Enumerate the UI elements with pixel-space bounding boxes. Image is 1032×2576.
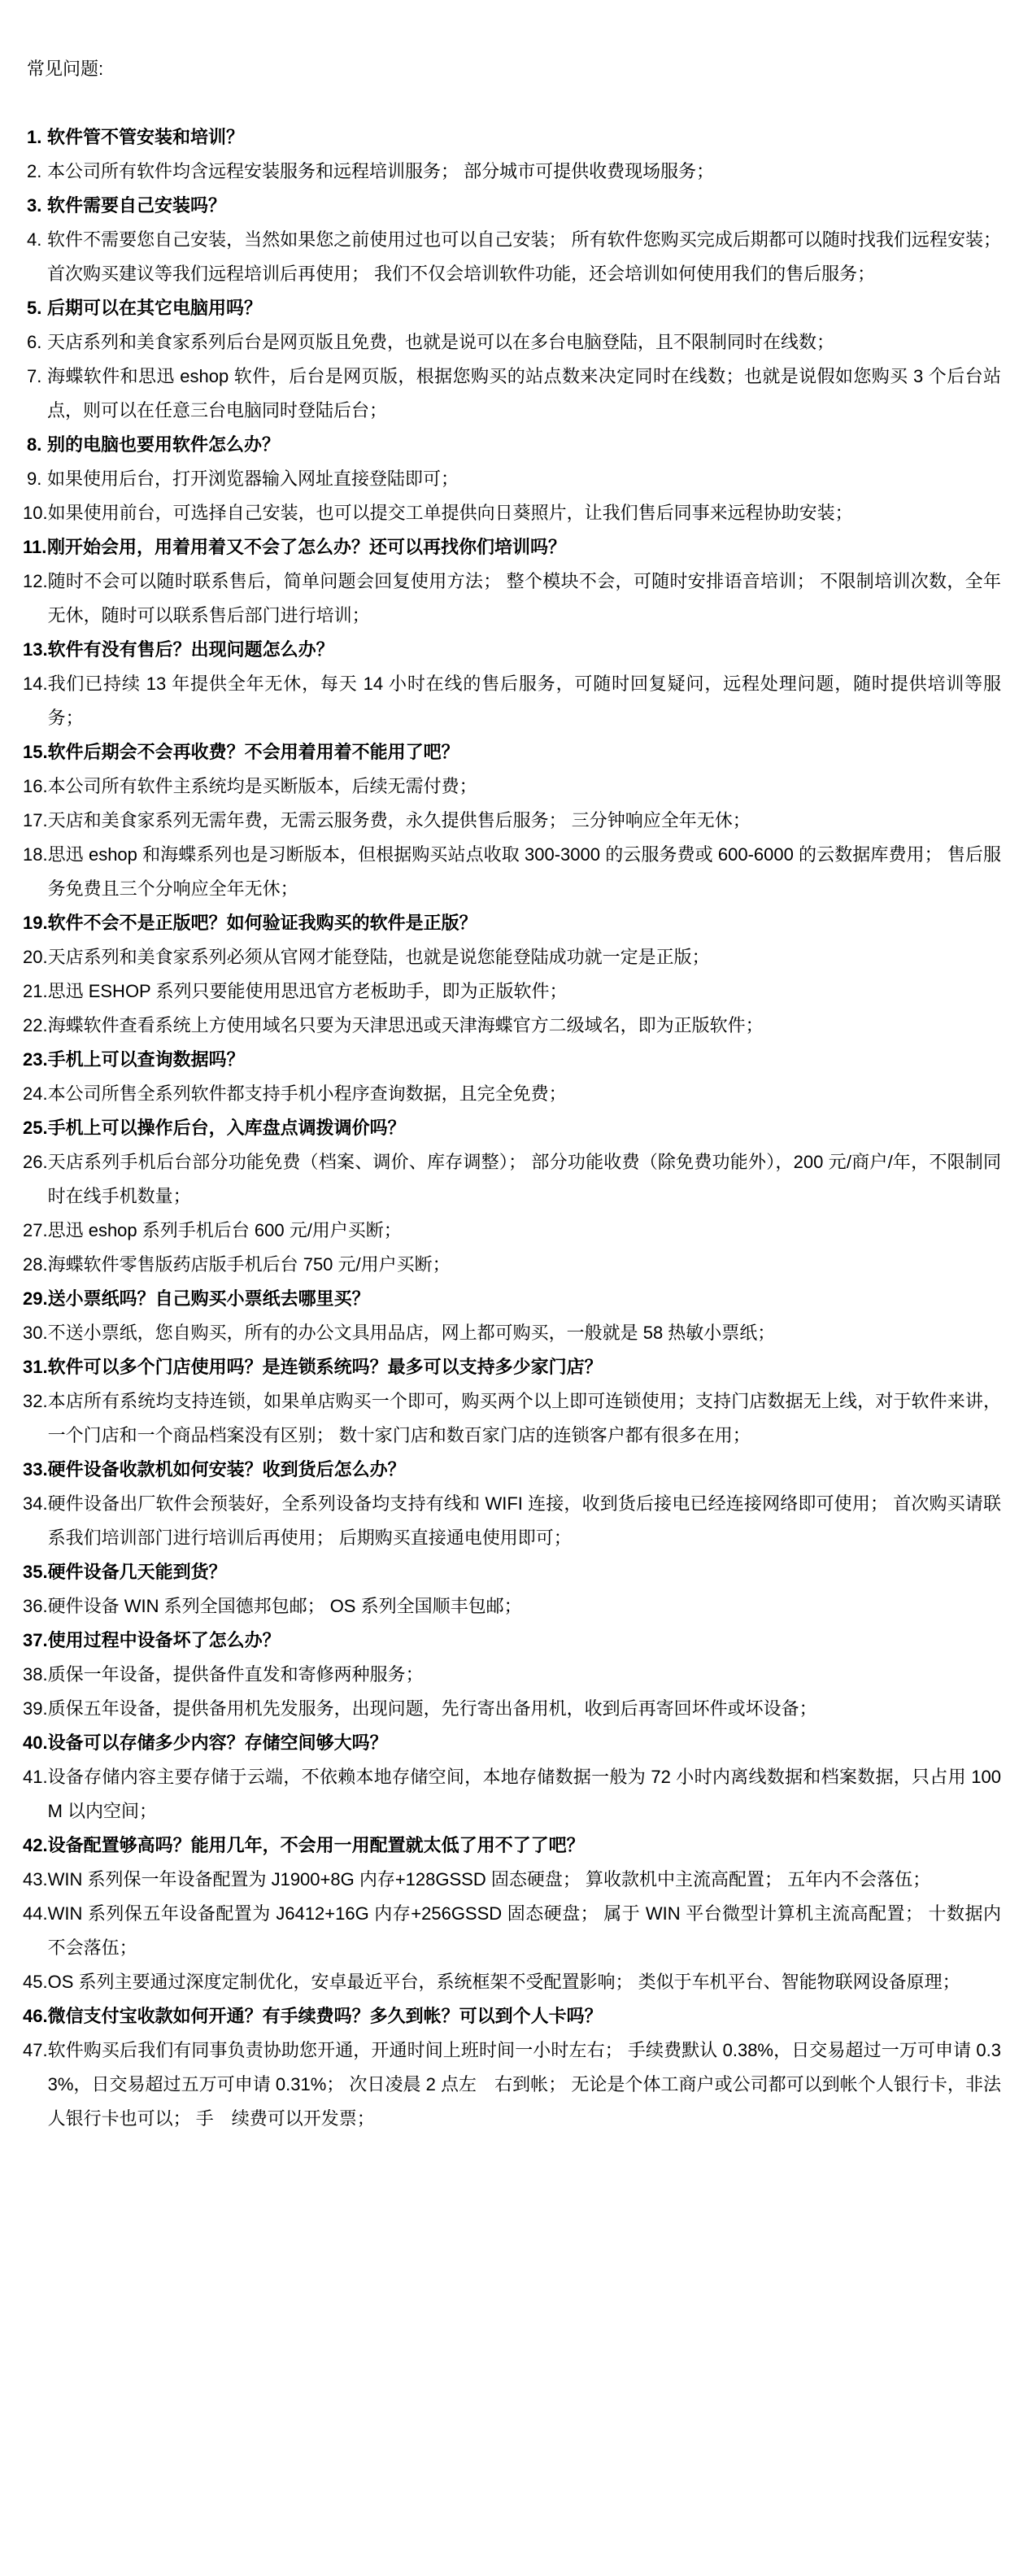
faq-item bbox=[23, 667, 1001, 735]
item-text: 软件需要自己安装吗？ bbox=[47, 195, 227, 216]
item-number: 11. bbox=[23, 537, 47, 557]
item-number: 17. bbox=[23, 810, 48, 830]
item-number: 22. bbox=[23, 1015, 48, 1035]
item-number: 33. bbox=[23, 1459, 48, 1480]
item-number: 34. bbox=[23, 1493, 48, 1514]
item-text: OS 系列主要通过深度定制优化，安卓最近平台，系统框架不受配置影响； 类似于车机平台、智能物联网设备原理； bbox=[47, 1972, 960, 1992]
item-number: 13. bbox=[23, 639, 48, 660]
item-text: 软件可以多个门店使用吗？是连锁系统吗？最多可以支持多少家门店？ bbox=[47, 1357, 603, 1377]
faq-item bbox=[23, 1316, 1001, 1350]
faq-item bbox=[23, 838, 1001, 906]
faq-item bbox=[23, 1111, 1001, 1145]
item-text: WIN 系列保五年设备配置为 J6412+16G 内存+256GSSD 固态硬盘； 属于 WIN 平台微型计算机主流高配置； 十数据内不会落伍； bbox=[47, 1903, 1001, 1958]
faq-item bbox=[23, 1624, 1001, 1658]
page-title: 常见问题: bbox=[27, 59, 104, 79]
item-number: 31. bbox=[23, 1357, 48, 1377]
item-number: 5. bbox=[27, 298, 42, 318]
item-text: 软件不会不是正版吧？如何验证我购买的软件是正版？ bbox=[47, 913, 477, 933]
item-number: 10. bbox=[23, 503, 48, 523]
faq-item bbox=[23, 906, 1001, 940]
item-text: 随时不会可以随时联系售后，简单问题会回复使用方法； 整个模块不会，可随时安排语音培训； 不限制培训次数，全年无休，随时可以联系售后部门进行培训； bbox=[47, 571, 1001, 625]
item-number: 16. bbox=[23, 776, 48, 796]
faq-item bbox=[23, 804, 1001, 838]
item-text: 天店和美食家系列无需年费，无需云服务费，永久提供售后服务； 三分钟响应全年无休； bbox=[47, 810, 751, 830]
item-text: 思迅 eshop 系列手机后台 600 元/用户买断； bbox=[47, 1220, 402, 1240]
faq-item bbox=[23, 1897, 1001, 1965]
item-number: 2. bbox=[27, 161, 42, 181]
item-number: 4. bbox=[27, 229, 42, 250]
item-text: 质保五年设备，提供备用机先发服务，出现问题，先行寄出备用机，收到后再寄回坏件或坏设备； bbox=[47, 1698, 817, 1719]
item-number: 8. bbox=[27, 434, 42, 455]
item-text: 不送小票纸，您自购买，所有的办公文具用品店，网上都可购买，一般就是 58 热敏小票纸； bbox=[47, 1323, 776, 1343]
item-text: 思迅 eshop 和海蝶系列也是习断版本，但根据购买站点收取 300-3000 的云服务费或 600-6000 的云数据库费用； 售后服务免费且三个分响应全年无休； bbox=[47, 844, 1001, 899]
item-text: 设备存储内容主要存储于云端，不依赖本地存储空间，本地存储数据一般为 72 小时内离线数据和档案数据，只占用 100M 以内空间； bbox=[47, 1767, 1001, 1821]
item-number: 36. bbox=[23, 1596, 48, 1616]
item-number: 25. bbox=[23, 1118, 48, 1138]
item-text: 送小票纸吗？自己购买小票纸去哪里买？ bbox=[47, 1288, 370, 1309]
item-text: 软件购买后我们有同事负责协助您开通，开通时间上班时间一小时左右； 手续费默认 0.38%，日交易超过一万可申请 0.33%，日交易超过五万可申请 0.31%； 次日凌晨 2 点左 右到帐； 无论是个体工商户或公司都可以到帐个人银行卡，非法人银行卡也可以； 手 续费可以开发票； bbox=[47, 2040, 1001, 2129]
item-number: 18. bbox=[23, 844, 48, 865]
item-text: 本公司所有软件主系统均是买断版本，后续无需付费； bbox=[47, 776, 477, 796]
faq-item bbox=[23, 462, 1001, 496]
faq-item bbox=[23, 1453, 1001, 1487]
item-number: 46. bbox=[23, 2006, 48, 2026]
item-text: 软件后期会不会再收费？不会用着用着不能用了吧？ bbox=[47, 742, 459, 762]
item-number: 7. bbox=[27, 366, 42, 386]
item-number: 47. bbox=[23, 2040, 48, 2060]
faq-item bbox=[23, 735, 1001, 769]
faq-item bbox=[23, 496, 1001, 530]
item-text: 本公司所售全系列软件都支持手机小程序查询数据，且完全免费； bbox=[47, 1083, 567, 1104]
faq-item bbox=[23, 1760, 1001, 1828]
faq-item bbox=[23, 1658, 1001, 1692]
item-number: 21. bbox=[23, 981, 48, 1001]
item-text: 设备配置够高吗？能用几年，不会用一用配置就太低了用不了了吧？ bbox=[47, 1835, 585, 1855]
faq-item bbox=[23, 1350, 1001, 1384]
item-number: 26. bbox=[23, 1152, 48, 1172]
faq-item bbox=[23, 291, 1001, 325]
faq-item bbox=[23, 1863, 1001, 1897]
faq-item bbox=[23, 120, 1001, 155]
item-number: 41. bbox=[23, 1767, 48, 1787]
faq-item bbox=[23, 1726, 1001, 1760]
item-text: 本公司所有软件均含远程安装服务和远程培训服务； 部分城市可提供收费现场服务； bbox=[47, 161, 715, 181]
item-text: 海蝶软件查看系统上方使用域名只要为天津思迅或天津海蝶官方二级域名，即为正版软件； bbox=[47, 1015, 764, 1035]
item-number: 1. bbox=[27, 127, 42, 147]
item-number: 28. bbox=[23, 1254, 48, 1275]
item-text: 微信支付宝收款如何开通？有手续费吗？多久到帐？可以到个人卡吗？ bbox=[47, 2006, 603, 2026]
item-text: 质保一年设备，提供备件直发和寄修两种服务； bbox=[47, 1664, 424, 1685]
item-text: 硬件设备 WIN 系列全国德邦包邮； OS 系列全国顺丰包邮； bbox=[47, 1596, 522, 1616]
item-text: 手机上可以查询数据吗？ bbox=[47, 1049, 245, 1070]
faq-item bbox=[23, 155, 1001, 189]
item-text: 设备可以存储多少内容？存储空间够大吗？ bbox=[47, 1733, 388, 1753]
item-number: 9. bbox=[27, 469, 42, 489]
faq-item bbox=[23, 223, 1001, 291]
item-text: 如果使用后台，打开浏览器输入网址直接登陆即可； bbox=[47, 469, 459, 489]
item-number: 12. bbox=[23, 571, 48, 591]
faq-item bbox=[23, 1692, 1001, 1726]
faq-item bbox=[23, 325, 1001, 360]
item-number: 42. bbox=[23, 1835, 48, 1855]
faq-item bbox=[23, 1145, 1001, 1214]
faq-item bbox=[23, 1043, 1001, 1077]
faq-item bbox=[23, 1589, 1001, 1624]
faq-item bbox=[23, 1384, 1001, 1453]
item-text: 软件管不管安装和培训？ bbox=[47, 127, 245, 147]
faq-item bbox=[23, 360, 1001, 428]
item-text: WIN 系列保一年设备配置为 J1900+8G 内存+128GSSD 固态硬盘； 算收款机中主流高配置； 五年内不会落伍； bbox=[47, 1869, 931, 1890]
faq-item bbox=[23, 564, 1001, 633]
item-number: 35. bbox=[23, 1562, 48, 1582]
item-number: 27. bbox=[23, 1220, 48, 1240]
item-text: 硬件设备出厂软件会预装好，全系列设备均支持有线和 WIFI 连接，收到货后接电已经连接网络即可使用； 首次购买请联系我们培训部门进行培训后再使用； 后期购买直接通电使用即可； bbox=[47, 1493, 1001, 1548]
item-text: 硬件设备收款机如何安装？收到货后怎么办？ bbox=[47, 1459, 406, 1480]
faq-item bbox=[23, 1999, 1001, 2033]
faq-item bbox=[23, 1487, 1001, 1555]
item-text: 本店所有系统均支持连锁，如果单店购买一个即可，购买两个以上即可连锁使用；支持门店数据无上线，对于软件来讲，一个门店和一个商品档案没有区别； 数十家门店和数百家门店的连锁客户都有很多在用； bbox=[47, 1391, 1001, 1445]
faq-list bbox=[23, 120, 1001, 2136]
item-text: 海蝶软件和思迅 eshop 软件，后台是网页版，根据您购买的站点数来决定同时在线数；也就是说假如您购买 3 个后台站点，则可以在任意三台电脑同时登陆后台； bbox=[47, 366, 1001, 421]
item-number: 29. bbox=[23, 1288, 48, 1309]
item-number: 44. bbox=[23, 1903, 48, 1924]
item-text: 思迅 ESHOP 系列只要能使用思迅官方老板助手，即为正版软件； bbox=[47, 981, 568, 1001]
faq-item bbox=[23, 1965, 1001, 1999]
faq-item bbox=[23, 530, 1001, 564]
item-number: 6. bbox=[27, 332, 42, 352]
faq-item bbox=[23, 1009, 1001, 1043]
item-text: 如果使用前台，可选择自己安装，也可以提交工单提供向日葵照片，让我们售后同事来远程协助安装； bbox=[47, 503, 853, 523]
faq-item bbox=[23, 633, 1001, 667]
item-text: 后期可以在其它电脑用吗？ bbox=[47, 298, 263, 318]
faq-item bbox=[23, 769, 1001, 804]
item-text: 手机上可以操作后台，入库盘点调拨调价吗？ bbox=[47, 1118, 406, 1138]
item-number: 15. bbox=[23, 742, 48, 762]
item-number: 30. bbox=[23, 1323, 48, 1343]
item-text: 天店系列和美食家系列后台是网页版且免费，也就是说可以在多台电脑登陆，且不限制同时在线数； bbox=[47, 332, 835, 352]
faq-item bbox=[23, 1828, 1001, 1863]
faq-item bbox=[23, 1555, 1001, 1589]
item-number: 23. bbox=[23, 1049, 48, 1070]
item-number: 19. bbox=[23, 913, 48, 933]
item-number: 45. bbox=[23, 1972, 48, 1992]
item-number: 38. bbox=[23, 1664, 48, 1685]
faq-item bbox=[23, 1214, 1001, 1248]
faq-item bbox=[23, 428, 1001, 462]
item-text: 天店系列和美食家系列必须从官网才能登陆，也就是说您能登陆成功就一定是正版； bbox=[47, 947, 710, 967]
item-text: 软件有没有售后？出现问题怎么办？ bbox=[47, 639, 334, 660]
faq-item bbox=[23, 940, 1001, 974]
item-number: 14. bbox=[23, 673, 48, 694]
item-number: 32. bbox=[23, 1391, 48, 1411]
faq-item bbox=[23, 1077, 1001, 1111]
item-text: 海蝶软件零售版药店版手机后台 750 元/用户买断； bbox=[47, 1254, 451, 1275]
faq-item bbox=[23, 1282, 1001, 1316]
item-number: 40. bbox=[23, 1733, 48, 1753]
faq-item bbox=[23, 189, 1001, 223]
item-text: 刚开始会用，用着用着又不会了怎么办？还可以再找你们培训吗？ bbox=[47, 537, 567, 557]
faq-item bbox=[23, 2033, 1001, 2136]
item-number: 3. bbox=[27, 195, 42, 216]
item-text: 别的电脑也要用软件怎么办？ bbox=[47, 434, 281, 455]
faq-item bbox=[23, 974, 1001, 1009]
item-number: 43. bbox=[23, 1869, 48, 1890]
item-text: 我们已持续 13 年提供全年无休，每天 14 小时在线的售后服务，可随时回复疑问，远程处理问题，随时提供培训等服务； bbox=[47, 673, 1001, 728]
item-number: 24. bbox=[23, 1083, 48, 1104]
item-text: 硬件设备几天能到货？ bbox=[47, 1562, 227, 1582]
faq-item bbox=[23, 1248, 1001, 1282]
item-text: 使用过程中设备坏了怎么办？ bbox=[47, 1630, 281, 1650]
item-number: 20. bbox=[23, 947, 48, 967]
item-text: 天店系列手机后台部分功能免费（档案、调价、库存调整）； 部分功能收费（除免费功能外），200 元/商户/年，不限制同时在线手机数量； bbox=[47, 1152, 1001, 1206]
item-number: 37. bbox=[23, 1630, 48, 1650]
item-number: 39. bbox=[23, 1698, 48, 1719]
item-text: 软件不需要您自己安装，当然如果您之前使用过也可以自己安装； 所有软件您购买完成后期都可以随时找我们远程安装； 首次购买建议等我们远程培训后再使用； 我们不仅会培训软件功能，还会培训如何使用我们的售后服务； bbox=[47, 229, 1001, 284]
